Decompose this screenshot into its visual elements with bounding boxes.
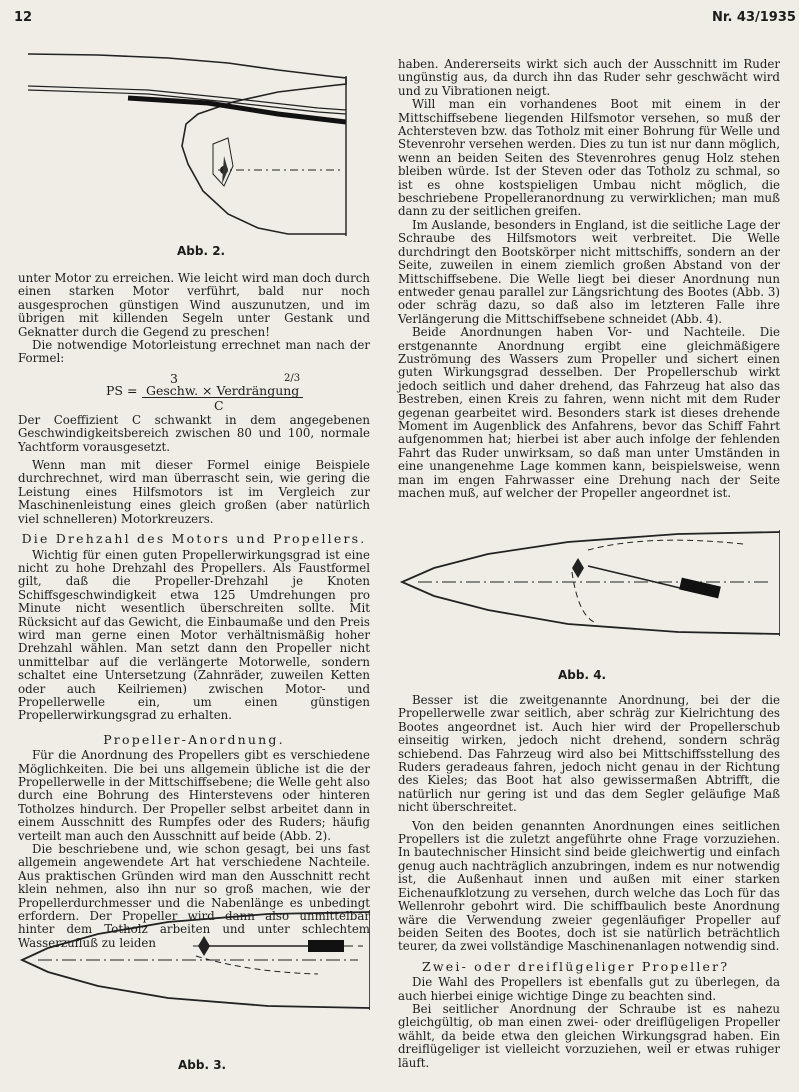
paragraph: Der Coeffizient C schwankt in dem angegebenen Geschwindigkeitsbereich zwischen 80 und 100, normale Yachtform vorausgesetzt. bbox=[18, 412, 370, 454]
figure-parallel-shaft bbox=[18, 900, 370, 1060]
section-heading: Die Drehzahl des Motors und Propellers. bbox=[21, 531, 367, 547]
paragraph: Im Auslande, besonders in England, ist die seitliche Lage der Schraube des Hilfsmotors weit verbreitet. Die Welle durchdringt den Bootskörper nicht mittschiffs, sondern an der Seite, zuweilen in einem ziemlich großen Abstand von der Mittschiffsebene. Die Welle liegt bei dieser Anordnung nun entweder genau parallel zur Längsrichtung des Bootes (Abb. 3) oder schräg dazu, so daß also im letzteren Falle ihre Verlängerung die Mittschiffsebene schneidet (Abb. 4). bbox=[398, 217, 780, 326]
right-column-lower bbox=[398, 694, 780, 1070]
figure-stern-profile bbox=[28, 46, 373, 246]
paragraph: Bei seitlicher Anordnung der Schraube ist es nahezu gleichgültig, ob man einen zwei- oder dreiflügeligen Propeller wählt, da beide etwa den gleichen Wirkungsgrad haben. Ein dreiflügeliger ist vielleicht vorzuziehen, weil er etwas ruhiger läuft. bbox=[398, 1001, 780, 1070]
paragraph: Will man ein vorhandenes Boot mit einem in der Mittschiffsebene liegenden Hilfsmotor versehen, so muß der Achtersteven bzw. das Totholz mit einer Bohrung für Welle und Stevenrohr versehen werden. Dies zu tun ist nur dann möglich, wenn an beiden Seiten des Stevenrohres genug Holz stehen bleiben würde. Ist der Steven oder das Totholz zu schmal, so ist es ohne kostspieligen Umbau nicht möglich, die beschriebene Propelleranordnung zu verwirklichen; man muß dann zu der seitlichen greifen. bbox=[398, 97, 780, 219]
paragraph: Die beschriebene und, wie schon gesagt, bei uns fast allgemein angewendete Art hat verschiedene Nachteile. Aus praktischen Gründen wird man den Ausschnitt recht klein nehmen, also ihn nur so groß machen, wie der Propellerdurchmesser und die Nabenlänge es unbedingt erfordern. Der Propeller wird dann also unmittelbar hinter dem Totholz arbeiten und unter schlechtem Wasserzufluß zu leiden bbox=[18, 842, 370, 950]
paragraph: Beide Anordnungen haben Vor- und Nachteile. Die erstgenannte Anordnung ergibt eine gleichmäßigere Zuströmung des Wassers zum Propeller und sichert einen guten Wirkungsgrad desselben. Der Propellerschub wirkt jedoch seitlich und daher drehend, das Fahrzeug hat also das Bestreben, einen Kreis zu fahren, wenn nicht mit dem Ruder gegenan gearbeitet wird. Besonders stark ist dieses drehende Moment im Augenblick des Anfahrens, bevor das Schiff Fahrt aufgenommen hat; hierbei ist aber auch infolge der fehlenden Fahrt das Ruder unwirksam, so daß man unter Umständen in eine unangenehme Lage kommen kann, beispielsweise, wenn man im engen Fahrwasser eine Drehung nach der Seite machen muß, auf welcher der Propeller angeordnet ist. bbox=[398, 325, 780, 500]
figure-angled-shaft bbox=[398, 524, 780, 664]
formula-exponent: 3 bbox=[170, 370, 178, 386]
paragraph: unter Motor zu erreichen. Wie leicht wird man doch durch einen starken Motor verführt, bald nur noch ausgesprochen günstigen Wind auszunutzen, und im übrigen mit killenden Segeln unter Gestank und Geknatter durch die Gegend zu preschen! bbox=[18, 271, 370, 339]
paragraph: haben. Andererseits wirkt sich auch der Ausschnitt im Ruder ungünstig aus, da durch ihn das Ruder sehr geschwächt wird und zu Vibrationen neigt. bbox=[398, 57, 780, 98]
paragraph: Die notwendige Motorleistung errechnet man nach der Formel: bbox=[18, 338, 370, 366]
page-number: 12 bbox=[14, 10, 33, 25]
formula-numerator: Geschw. × Verdrängung bbox=[142, 384, 303, 398]
formula-denominator: C bbox=[214, 397, 224, 413]
paragraph: Die Wahl des Propellers ist ebenfalls gut zu überlegen, da auch hierbei einige wichtige Dinge zu beachten sind. bbox=[398, 975, 780, 1003]
caption-fig4: Abb. 4. bbox=[558, 668, 607, 682]
left-column-upper bbox=[18, 272, 370, 950]
formula-lhs: PS = bbox=[106, 382, 138, 398]
paragraph: Für die Anordnung des Propellers gibt es verschiedene Möglichkeiten. Die bei uns allgemein übliche ist die der Propellerwelle in der Mittschiffsebene; die Welle geht also durch eine Bohrung des Hinterstevens oder hinteren Totholzes hindurch. Der Propeller selbst arbeitet dann in einem Ausschnitt des Rumpfes oder des Ruders; häufig verteilt man auch den Ausschnitt auf beide (Abb. 2). bbox=[18, 748, 370, 843]
paragraph: Besser ist die zweitgenannte Anordnung, bei der die Propellerwelle zwar seitlich, aber schräg zur Kielrichtung des Bootes angeordnet ist. Auch hier wird der Propellerschub einseitig wirken, jedoch nicht drehend, sondern schräg schiebend. Das Fahrzeug wird also bei Mittschiffsstellung des Ruders geradeaus fahren, jedoch nicht genau in der Richtung des Kieles; das Boot hat also gewissermaßen Abtrifft, die natürlich nur gering ist und das dem Segler geläufige Maß nicht überschreitet. bbox=[398, 693, 780, 815]
paragraph: Von den beiden genannten Anordnungen eines seitlichen Propellers ist die zuletzt angeführte ohne Frage vorzuziehen. In bautechnischer Hinsicht sind beide gleichwertig und einfach genug auch nachträglich anzubringen, indem es nur notwendig ist, die Außenhaut innen und außen mit einer starken Eichenaufklotzung zu versehen, durch welche das Loch für das Wellenrohr gebohrt wird. Die schiffbaulich beste Anordnung wäre die Verwendung zweier gegenläufiger Propeller auf beiden Seiten des Bootes, doch ist sie natürlich beträchtlich teurer, da zwei vollständige Maschinenanlagen notwendig sind. bbox=[398, 818, 780, 954]
issue-number: Nr. 43/1935 bbox=[712, 10, 796, 25]
caption-fig3: Abb. 3. bbox=[178, 1058, 227, 1072]
section-heading: Propeller-Anordnung. bbox=[103, 731, 285, 747]
right-column-upper bbox=[398, 58, 780, 500]
power-formula bbox=[18, 372, 370, 412]
paragraph: Wenn man mit dieser Formel einige Beispiele durchrechnet, wird man überrascht sein, wie gering die Leistung eines Hilfsmotors ist im Vergleich zur Maschinenleistung eines gleich großen (aber natürlich viel schnelleren) Motorkreuzers. bbox=[18, 458, 370, 526]
caption-fig2: Abb. 2. bbox=[177, 244, 226, 258]
paragraph: Wichtig für einen guten Propellerwirkungsgrad ist eine nicht zu hohe Drehzahl des Propellers. Als Faustformel gilt, daß die Propeller-Drehzahl je Knoten Schiffsgeschwindigkeit etwa 125 Umdrehungen pro Minute nicht wesentlich überschreiten sollte. Mit Rücksicht auf das Gewicht, die Einbaumaße und den Preis wird man gerne einen Motor verhältnismäßig hoher Drehzahl wählen. Man setzt dann den Propeller nicht unmittelbar auf die verlängerte Motorwelle, sondern schaltet eine Untersetzung (Zahnräder, zuweilen Ketten oder auch Keilriemen) zwischen Motor- und Propellerwelle ein, um einen günstigen Propellerwirkungsgrad zu erhalten. bbox=[18, 547, 370, 723]
section-heading: Zwei- oder dreiflügeliger Propeller? bbox=[422, 958, 730, 974]
formula-exponent: 2/3 bbox=[284, 372, 301, 384]
